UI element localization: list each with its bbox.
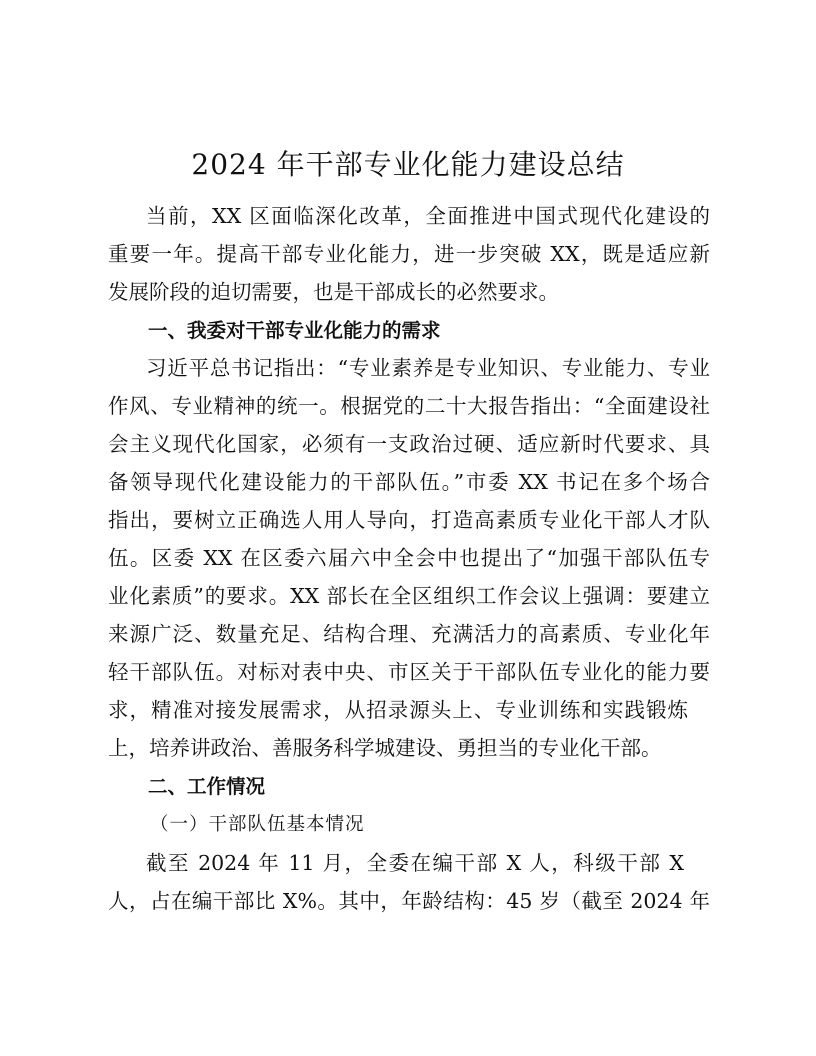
paragraph-line: 当前，XX 区面临深化改革，全面推进中国式现代化建设的 xyxy=(146,204,710,228)
paragraph-line: 重要一年。提高干部专业化能力，进一步突破 XX，既是适应新 xyxy=(108,242,710,266)
paragraph-line: 求，精准对接发展需求，从招录源头上、专业训练和实践锻炼 xyxy=(108,698,688,722)
paragraph-line: 人，占在编干部比 X%。其中，年龄结构：45 岁（截至 2024 年 xyxy=(108,889,710,913)
paragraph-line: 习近平总书记指出：“专业素养是专业知识、专业能力、专业 xyxy=(146,356,710,380)
paragraph-line: 会主义现代化国家，必须有一支政治过硬、适应新时代要求、具 xyxy=(108,432,710,456)
paragraph-line: 来源广泛、数量充足、结构合理、充满活力的高素质、专业化年 xyxy=(108,622,710,646)
paragraph-line: 指出，要树立正确选人用人导向，打造高素质专业化干部人才队 xyxy=(108,508,710,532)
paragraph-line: 轻干部队伍。对标对表中央、市区关于干部队伍专业化的能力要 xyxy=(108,660,710,684)
section-heading: 二、工作情况 xyxy=(148,775,266,798)
paragraph-line: 截至 2024 年 11 月，全委在编干部 X 人，科级干部 X xyxy=(146,851,684,875)
subsection-heading: （一）干部队伍基本情况 xyxy=(150,814,365,835)
paragraph-line: 备领导现代化建设能力的干部队伍。”市委 XX 书记在多个场合 xyxy=(108,470,710,494)
paragraph-line: 作风、专业精神的统一。根据党的二十大报告指出：“全面建设社 xyxy=(108,394,710,418)
paragraph-line: 上，培养讲政治、善服务科学城建设、勇担当的专业化干部。 xyxy=(108,736,662,760)
paragraph-line: 发展阶段的迫切需要，也是干部成长的必然要求。 xyxy=(108,280,559,304)
section-heading: 一、我委对干部专业化能力的需求 xyxy=(148,319,441,342)
document-title: 2024 年干部专业化能力建设总结 xyxy=(191,148,625,181)
paragraph-line: 伍。区委 XX 在区委六届六中全会中也提出了“加强干部队伍专 xyxy=(108,546,710,570)
paragraph-line: 业化素质”的要求。XX 部长在全区组织工作会议上强调：要建立 xyxy=(108,584,710,608)
